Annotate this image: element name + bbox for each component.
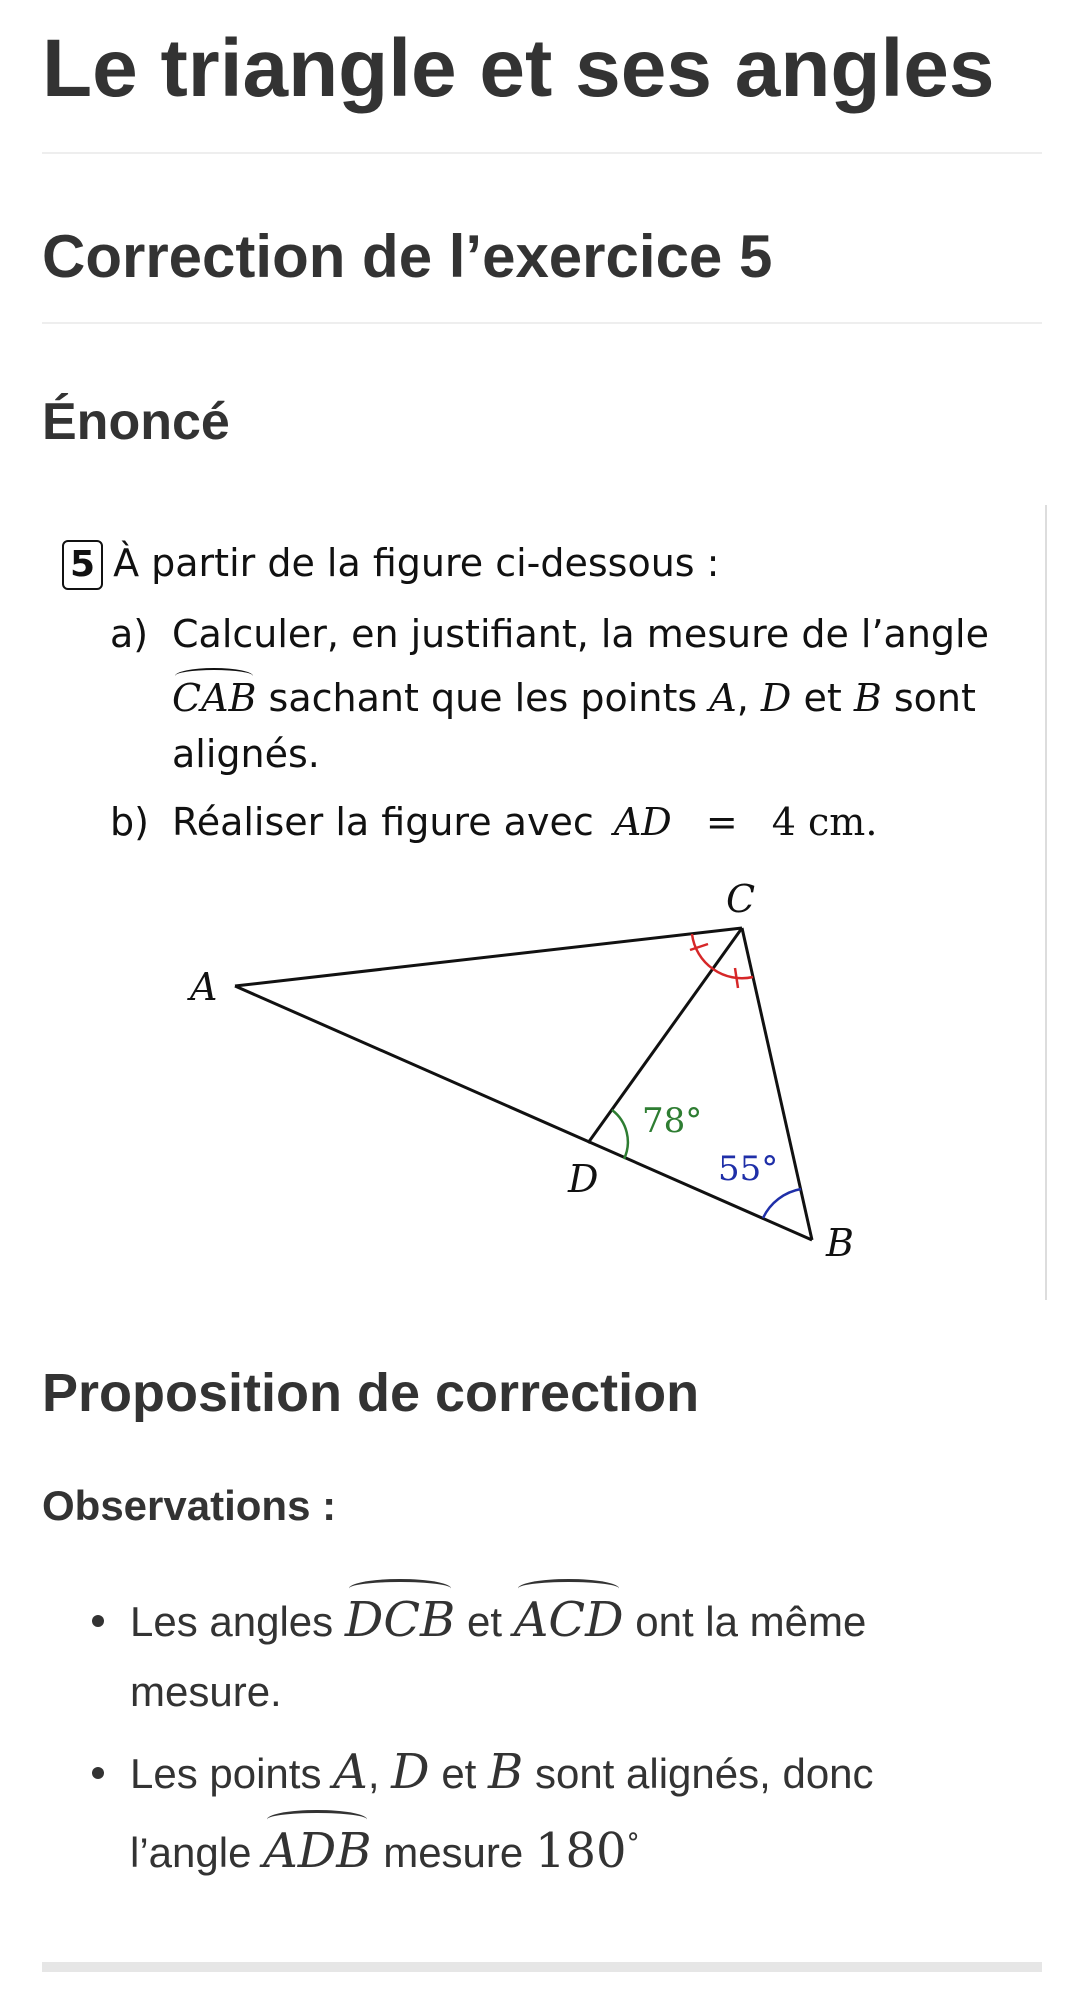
and-word: et bbox=[803, 676, 842, 720]
item-a-line1: Calculer, en justifiant, la mesure de l’angle bbox=[172, 612, 989, 656]
bullet1-pre: Les angles bbox=[130, 1598, 334, 1645]
exercise-intro-text: À partir de la figure ci-dessous : bbox=[113, 541, 720, 585]
angle-acd: ACD bbox=[514, 1585, 624, 1655]
vertex-a-label: A bbox=[190, 965, 218, 1009]
bullet2-point-b: B bbox=[488, 1744, 524, 1800]
angle-dcb-arc bbox=[713, 969, 753, 978]
bullet2-comma: , bbox=[367, 1750, 380, 1797]
degree-symbol: ° bbox=[626, 1829, 640, 1859]
point-a-label: A bbox=[709, 676, 737, 720]
correction-heading: Proposition de correction bbox=[42, 1363, 700, 1423]
bullet2-post: sont alignés, donc bbox=[534, 1750, 874, 1797]
angle-acd-arc bbox=[692, 934, 713, 969]
angle-55-label: 55° bbox=[718, 1149, 779, 1189]
observations-label: Observations : bbox=[42, 1482, 337, 1529]
angle-cab: CAB bbox=[172, 676, 256, 720]
point-d-label: D bbox=[760, 676, 792, 720]
vertex-b-label: B bbox=[826, 1221, 854, 1265]
angle-78-label: 78° bbox=[642, 1101, 703, 1141]
bullet2-point-a: A bbox=[333, 1744, 368, 1800]
item-a-line3: alignés. bbox=[172, 732, 320, 776]
segment-cb bbox=[742, 928, 812, 1240]
segment-ad: AD bbox=[613, 800, 672, 844]
bullet2-pre: Les points bbox=[130, 1750, 322, 1797]
tick-mark-dcb bbox=[735, 968, 738, 988]
item-a-marker: a) bbox=[110, 612, 149, 656]
angle-value: 180 bbox=[534, 1823, 627, 1879]
length-value: 4 cm. bbox=[771, 800, 878, 844]
list-item bbox=[90, 1585, 1040, 1727]
segment-ac bbox=[235, 928, 742, 986]
exercise-number-badge: 5 bbox=[62, 540, 103, 590]
bullet2-mid: et bbox=[441, 1750, 477, 1797]
list-item bbox=[90, 1737, 1040, 1888]
bullet2-line2-pre: l’angle bbox=[130, 1829, 252, 1876]
angle-b-arc bbox=[763, 1189, 801, 1218]
tick-mark-acd bbox=[690, 944, 708, 950]
segment-ab bbox=[235, 986, 812, 1240]
equals-sign: = bbox=[705, 800, 738, 844]
bullet1-mid: et bbox=[466, 1598, 503, 1645]
section-title: Correction de l’exercice 5 bbox=[42, 223, 773, 290]
statement-heading: Énoncé bbox=[42, 393, 230, 451]
point-b-label: B bbox=[853, 676, 882, 720]
bullet1-line2: mesure. bbox=[130, 1668, 282, 1715]
bottom-divider bbox=[42, 1962, 1042, 1972]
item-b-marker: b) bbox=[110, 800, 149, 844]
item-a-line2-end: sont bbox=[893, 676, 976, 720]
vertex-d-label: D bbox=[568, 1157, 599, 1201]
bullet1-post: ont la même bbox=[635, 1598, 867, 1645]
bullet2-line2-mid: mesure bbox=[383, 1829, 524, 1876]
angle-dcb: DCB bbox=[345, 1585, 455, 1655]
item-b-sentence: Réaliser la figure avec bbox=[172, 800, 594, 844]
item-a-line2-text: sachant que les points bbox=[268, 676, 698, 720]
angle-adb: ADB bbox=[263, 1816, 371, 1886]
bullet2-point-d: D bbox=[391, 1744, 430, 1800]
page-title: Le triangle et ses angles bbox=[42, 23, 995, 114]
comma: , bbox=[736, 676, 749, 720]
vertex-c-label: C bbox=[726, 877, 756, 921]
observations-list bbox=[90, 1585, 1040, 1894]
